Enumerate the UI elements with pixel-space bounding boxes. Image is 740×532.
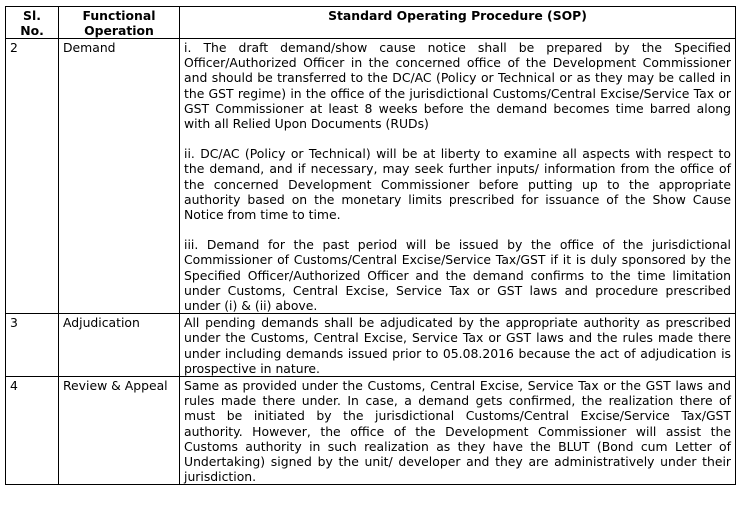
- row-sl-no: 4: [6, 377, 59, 485]
- sop-paragraph: iii. Demand for the past period will be issued by the office of the jurisdictional Commissioner of Customs/Central Excise/Service Tax/GST if it is duly sponsored by the Specified Officer/Authorized Officer and the demand confirms to the time limitation under Customs, Central Excise, Service Tax or GST laws and procedure prescribed under (i) & (ii) above.: [184, 237, 731, 314]
- row-sop: [180, 39, 736, 314]
- row-sop: [180, 314, 736, 377]
- table-body: [6, 39, 736, 485]
- row-operation: Demand: [59, 39, 180, 314]
- header-sl-no: Sl. No.: [6, 7, 59, 39]
- row-sop: [180, 377, 736, 485]
- table-header: [6, 7, 736, 39]
- sop-paragraph: Same as provided under the Customs, Central Excise, Service Tax or the GST laws and rules made there under. In case, a demand gets confirmed, the realization there of must be initiated by the jurisdictional Customs/Central Excise/Service Tax/GST authority. However, the office of the Development Commissioner will assist the Customs authority in such realization as they have the BLUT (Bond cum Letter of Undertaking) signed by the unit/ developer and they are administratively under their jurisdiction.: [184, 378, 731, 485]
- row-sl-no: 3: [6, 314, 59, 377]
- table-row: [6, 377, 736, 485]
- header-row: [6, 7, 736, 39]
- table-row: [6, 314, 736, 377]
- sop-table: [5, 6, 736, 485]
- table-row: [6, 39, 736, 314]
- sop-paragraph: All pending demands shall be adjudicated by the appropriate authority as prescribed under the Customs, Central Excise, Service Tax or GST laws and the rules made there under including demands issued prior to 05.08.2016 because the act of adjudication is prospective in nature.: [184, 315, 731, 376]
- row-sl-no: 2: [6, 39, 59, 314]
- sop-paragraph: ii. DC/AC (Policy or Technical) will be at liberty to examine all aspects with respect to the demand, and if necessary, may seek further inputs/ information from the office of the concerned Development Commissioner before putting up to the appropriate authority based on the monetary limits prescribed for issuance of the Show Cause Notice from time to time.: [184, 146, 731, 223]
- row-operation: Adjudication: [59, 314, 180, 377]
- row-operation: Review & Appeal: [59, 377, 180, 485]
- header-functional-operation: Functional Operation: [59, 7, 180, 39]
- header-sop: Standard Operating Procedure (SOP): [180, 7, 736, 39]
- sop-paragraph: i. The draft demand/show cause notice shall be prepared by the Specified Officer/Authorized Officer in the concerned office of the Development Commissioner and should be transferred to the DC/AC (Policy or Technical or as they may be called in the GST regime) in the office of the jurisdictional Customs/Central Excise/Service Tax or GST Commissioner at least 8 weeks before the demand becomes time barred along with all Relied Upon Documents (RUDs): [184, 40, 731, 132]
